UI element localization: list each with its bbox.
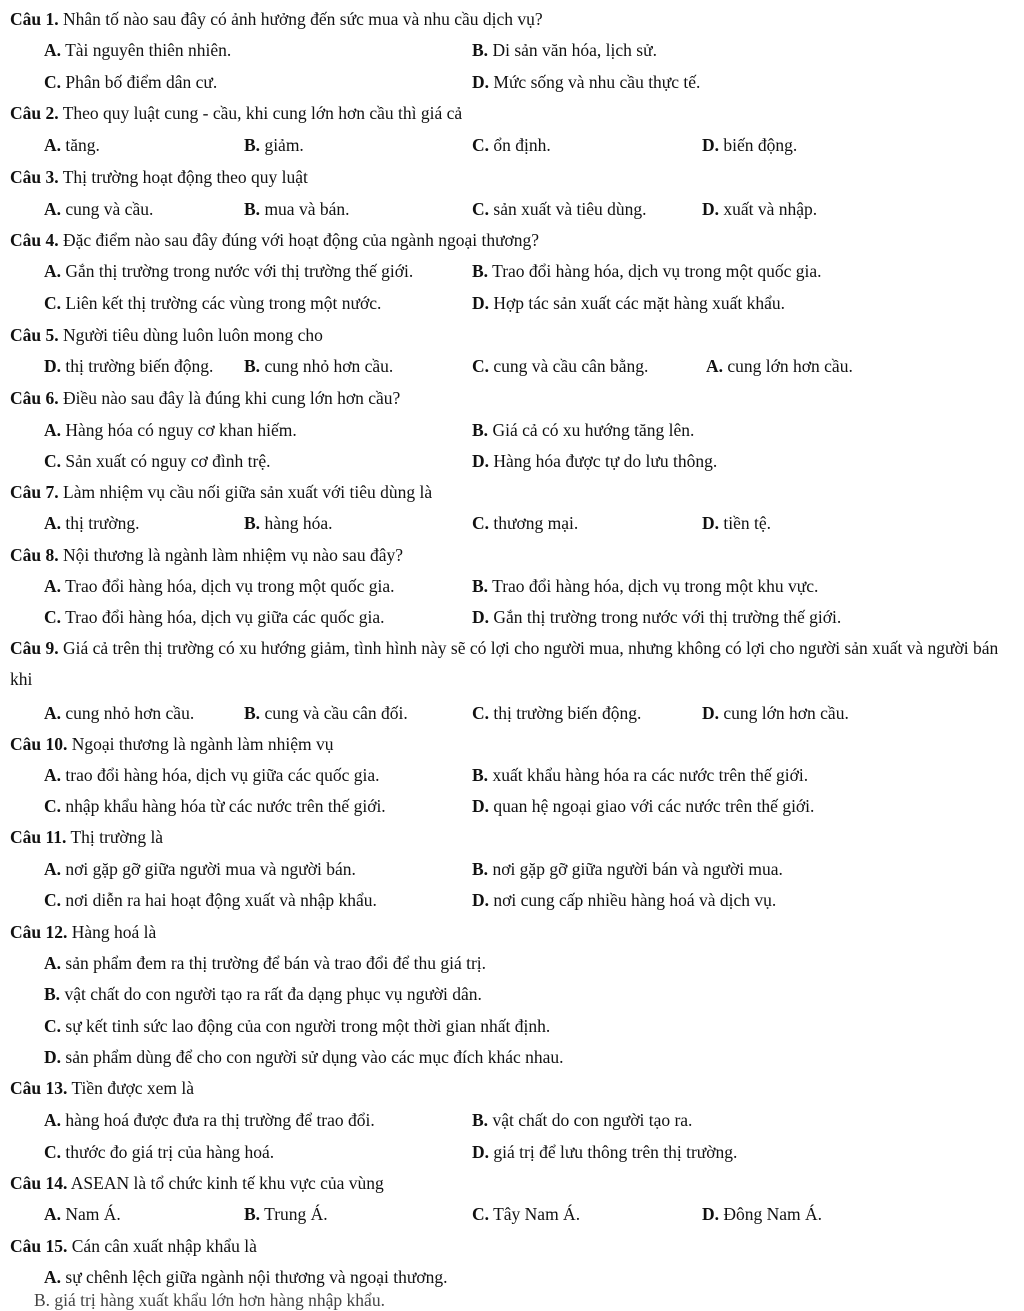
- question-12: Câu 12. Hàng hoá là: [10, 922, 157, 942]
- option-8a[interactable]: A. Trao đổi hàng hóa, dịch vụ trong một quốc gia.: [44, 576, 395, 596]
- option-4d[interactable]: D. Hợp tác sản xuất các mặt hàng xuất khẩu.: [472, 293, 785, 313]
- option-11b[interactable]: B. nơi gặp gỡ giữa người bán và người mua.: [472, 859, 783, 879]
- option-6c[interactable]: C. Sản xuất có nguy cơ đình trệ.: [44, 451, 271, 471]
- option-4a[interactable]: A. Gắn thị trường trong nước với thị trường thế giới.: [44, 261, 414, 281]
- option-15a[interactable]: A. sự chênh lệch giữa ngành nội thương và ngoại thương.: [44, 1267, 448, 1287]
- option-2c[interactable]: C. ổn định.: [472, 135, 551, 155]
- option-3c[interactable]: C. sản xuất và tiêu dùng.: [472, 199, 647, 219]
- option-12a[interactable]: A. sản phẩm đem ra thị trường để bán và trao đổi để thu giá trị.: [44, 953, 487, 973]
- option-5b[interactable]: B. cung nhỏ hơn cầu.: [244, 356, 394, 376]
- option-3d[interactable]: D. xuất và nhập.: [702, 199, 818, 219]
- option-7c[interactable]: C. thương mại.: [472, 513, 579, 533]
- option-5d[interactable]: D. thị trường biến động.: [44, 356, 214, 376]
- question-8: Câu 8. Nội thương là ngành làm nhiệm vụ nào sau đây?: [10, 545, 403, 565]
- option-14d[interactable]: D. Đông Nam Á.: [702, 1204, 823, 1224]
- option-11a[interactable]: A. nơi gặp gỡ giữa người mua và người bán.: [44, 859, 356, 879]
- option-5c[interactable]: C. cung và cầu cân bằng.: [472, 356, 649, 376]
- option-9c[interactable]: C. thị trường biến động.: [472, 703, 642, 723]
- option-7a[interactable]: A. thị trường.: [44, 513, 140, 533]
- option-9a[interactable]: A. cung nhỏ hơn cầu.: [44, 703, 195, 723]
- option-7d[interactable]: D. tiền tệ.: [702, 513, 772, 533]
- question-text: Nhân tố nào sau đây có ảnh hưởng đến sức mua và nhu cầu dịch vụ?: [63, 9, 543, 29]
- question-6: Câu 6. Điều nào sau đây là đúng khi cung lớn hơn cầu?: [10, 388, 401, 408]
- question-3: Câu 3. Thị trường hoạt động theo quy luật: [10, 167, 308, 187]
- question-9: Câu 9. Giá cả trên thị trường có xu hướng giảm, tình hình này sẽ có lợi cho người mua, nhưng không có lợi cho người sản xuất và người bán khi: [10, 638, 999, 689]
- option-14b[interactable]: B. Trung Á.: [244, 1204, 328, 1224]
- option-6b[interactable]: B. Giá cả có xu hướng tăng lên.: [472, 420, 695, 440]
- option-13b[interactable]: B. vật chất do con người tạo ra.: [472, 1110, 693, 1130]
- option-6a[interactable]: A. Hàng hóa có nguy cơ khan hiếm.: [44, 420, 297, 440]
- option-2a[interactable]: A. tăng.: [44, 135, 100, 155]
- option-8c[interactable]: C. Trao đổi hàng hóa, dịch vụ giữa các quốc gia.: [44, 607, 385, 627]
- option-14c[interactable]: C. Tây Nam Á.: [472, 1204, 581, 1224]
- option-1a[interactable]: A. Tài nguyên thiên nhiên.: [44, 40, 232, 60]
- option-3b[interactable]: B. mua và bán.: [244, 199, 350, 219]
- question-14: Câu 14. ASEAN là tổ chức kinh tế khu vực của vùng: [10, 1173, 384, 1193]
- option-4b[interactable]: B. Trao đổi hàng hóa, dịch vụ trong một quốc gia.: [472, 261, 822, 281]
- option-13a[interactable]: A. hàng hoá được đưa ra thị trường để trao đổi.: [44, 1110, 375, 1130]
- option-13c[interactable]: C. thước đo giá trị của hàng hoá.: [44, 1142, 275, 1162]
- option-11c[interactable]: C. nơi diễn ra hai hoạt động xuất và nhập khẩu.: [44, 890, 377, 910]
- option-14a[interactable]: A. Nam Á.: [44, 1204, 121, 1224]
- option-2d[interactable]: D. biến động.: [702, 135, 798, 155]
- option-8b[interactable]: B. Trao đổi hàng hóa, dịch vụ trong một khu vực.: [472, 576, 819, 596]
- option-3a[interactable]: A. cung và cầu.: [44, 199, 154, 219]
- question-number: Câu 1.: [10, 9, 59, 29]
- option-1c[interactable]: C. Phân bố điểm dân cư.: [44, 72, 218, 92]
- option-12d[interactable]: D. sản phẩm dùng để cho con người sử dụng vào các mục đích khác nhau.: [44, 1047, 564, 1067]
- option-13d[interactable]: D. giá trị để lưu thông trên thị trường.: [472, 1142, 738, 1162]
- option-4c[interactable]: C. Liên kết thị trường các vùng trong một nước.: [44, 293, 382, 313]
- option-10d[interactable]: D. quan hệ ngoại giao với các nước trên thế giới.: [472, 796, 815, 816]
- question-2: Câu 2. Theo quy luật cung - cầu, khi cung lớn hơn cầu thì giá cả: [10, 103, 463, 123]
- option-10b[interactable]: B. xuất khẩu hàng hóa ra các nước trên thế giới.: [472, 765, 809, 785]
- question-15: Câu 15. Cán cân xuất nhập khẩu là: [10, 1236, 257, 1256]
- option-6d[interactable]: D. Hàng hóa được tự do lưu thông.: [472, 451, 718, 471]
- option-1b[interactable]: B. Di sản văn hóa, lịch sử.: [472, 40, 657, 60]
- option-9d[interactable]: D. cung lớn hơn cầu.: [702, 703, 849, 723]
- option-8d[interactable]: D. Gắn thị trường trong nước với thị trường thế giới.: [472, 607, 842, 627]
- cutoff-line: B. giá trị hàng xuất khẩu lớn hơn hàng nhập khẩu.: [34, 1290, 385, 1310]
- option-10a[interactable]: A. trao đổi hàng hóa, dịch vụ giữa các quốc gia.: [44, 765, 380, 785]
- option-1d[interactable]: D. Mức sống và nhu cầu thực tế.: [472, 72, 701, 92]
- option-9b[interactable]: B. cung và cầu cân đối.: [244, 703, 408, 723]
- question-1: [10, 9, 1016, 30]
- option-12b[interactable]: B. vật chất do con người tạo ra rất đa dạng phục vụ người dân.: [44, 984, 482, 1004]
- question-10: Câu 10. Ngoại thương là ngành làm nhiệm vụ: [10, 734, 334, 754]
- option-2b[interactable]: B. giảm.: [244, 135, 304, 155]
- option-12c[interactable]: C. sự kết tinh sức lao động của con người trong một thời gian nhất định.: [44, 1016, 551, 1036]
- question-7: Câu 7. Làm nhiệm vụ cầu nối giữa sản xuất với tiêu dùng là: [10, 482, 433, 502]
- option-11d[interactable]: D. nơi cung cấp nhiều hàng hoá và dịch vụ.: [472, 890, 777, 910]
- question-11: Câu 11. Thị trường là: [10, 827, 164, 847]
- option-7b[interactable]: B. hàng hóa.: [244, 513, 333, 533]
- option-5a[interactable]: A. cung lớn hơn cầu.: [706, 356, 853, 376]
- question-4: Câu 4. Đặc điểm nào sau đây đúng với hoạt động của ngành ngoại thương?: [10, 230, 540, 250]
- option-10c[interactable]: C. nhập khẩu hàng hóa từ các nước trên thế giới.: [44, 796, 386, 816]
- question-13: Câu 13. Tiền được xem là: [10, 1078, 195, 1098]
- question-5: Câu 5. Người tiêu dùng luôn luôn mong cho: [10, 325, 323, 345]
